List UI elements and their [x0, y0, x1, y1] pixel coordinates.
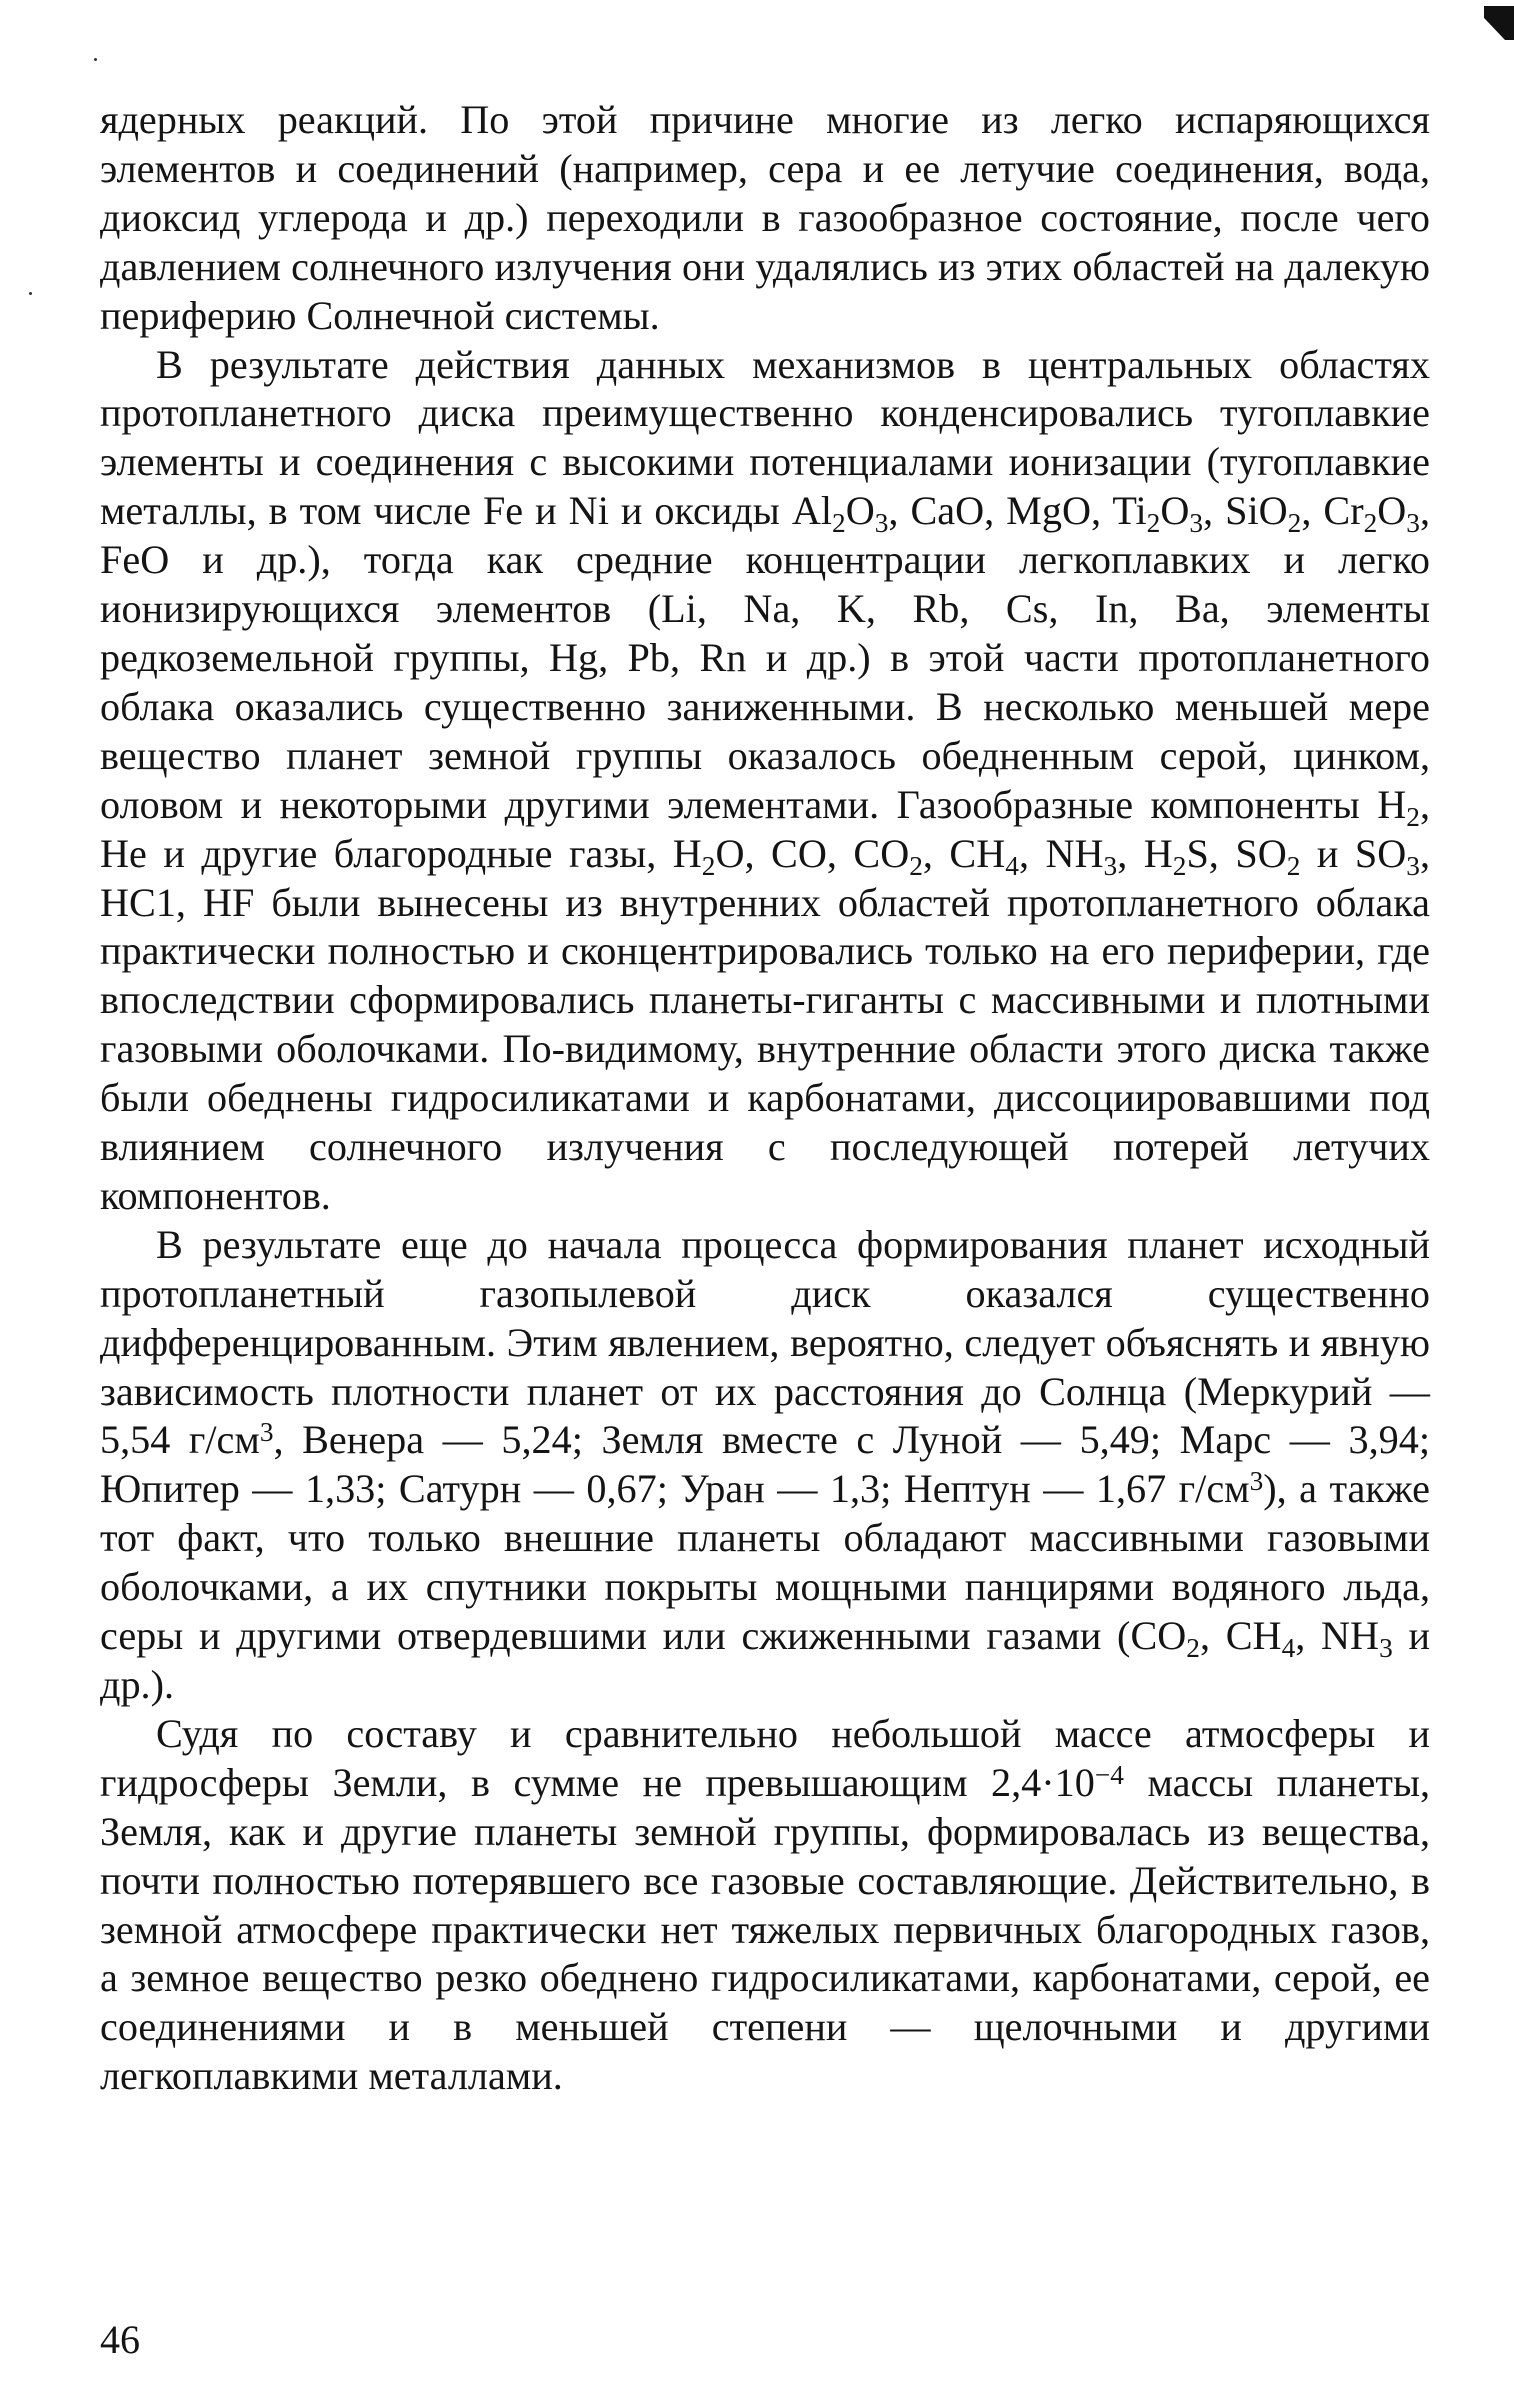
- scan-speck: [94, 58, 97, 61]
- text-run: массы планеты, Земля, как и другие планеты земной группы, формировалась из вещества, почти полностью потерявшего все газовые составляющие. Действительно, в земной атмосфере практически нет тяжелых первичных благородных газов, а земное вещество резко обеднено гидросиликатами, карбонатами, серой, ее соединениями и в меньшей степени — щелочными и другими легкоплавкими металлами.: [100, 1759, 1430, 2099]
- subscript: 3: [874, 508, 889, 539]
- subscript: 2: [1172, 850, 1187, 881]
- text-run: , SiO: [1203, 488, 1288, 534]
- text-run: O: [845, 488, 875, 534]
- superscript: 3: [259, 1417, 274, 1448]
- paragraph: [100, 96, 1430, 341]
- superscript: −4: [1094, 1759, 1124, 1790]
- text-run: , CH: [922, 830, 1006, 876]
- subscript: 4: [1281, 1633, 1296, 1664]
- text-run: ), а также тот факт, что только внешние планеты обладают массивными газовыми оболочками, а их спутники покрыты мощными панцирями водяного льда, серы и другими отвердевшими или сжиженными газами (CO: [100, 1466, 1430, 1659]
- paragraph: [100, 1221, 1430, 1710]
- text-run: O, CO, CO: [715, 830, 910, 876]
- paragraph: [100, 341, 1430, 1221]
- superscript: 3: [1249, 1466, 1264, 1497]
- text-run: В результате еще до начала процесса формирования планет исходный протопланетный газопылевой диск оказался существенно дифференцированным. Этим явлением, вероятно, следует объяснять и явную зависимость плотности планет от их расстояния до Солнца (Меркурий — 5,54 г/см: [100, 1221, 1430, 1463]
- text-run: , Cr: [1301, 488, 1364, 534]
- text-run: В результате действия данных механизмов в центральных областях протопланетного диска преимущественно конденсировались тугоплавкие элементы и соединения с высокими потенциалами ионизации (тугоплавкие металлы, в том числе Fe и Ni и оксиды Al: [100, 341, 1430, 534]
- subscript: 2: [1186, 1633, 1200, 1664]
- text-run: и др.).: [100, 1613, 1431, 1707]
- subscript: 3: [1103, 850, 1118, 881]
- text-run: , NH: [1295, 1613, 1380, 1659]
- text-run: , FeO и др.), тогда как средние концентрации легкоплавких и легко ионизирующихся элементов (Li, Na, K, Rb, Cs, In, Ba, элементы редкоземельной группы, Hg, Pb, Rn и др.) в этой части протопланетного облака оказались существенно заниженными. В несколько меньшей мере вещество планет земной группы оказалось обедненным серой, цинком, оловом и некоторыми другими элементами. Газообразные компоненты H: [100, 488, 1430, 827]
- page-corner-mark: [1484, 6, 1514, 40]
- subscript: 3: [1406, 508, 1420, 539]
- text-run: , Венера — 5,24; Земля вместе с Луной — 5,49; Марс — 3,94; Юпитер — 1,33; Сатурн — 0,67; Уран — 1,3; Нептун — 1,67 г/см: [100, 1417, 1430, 1512]
- text-run: S, SO: [1186, 830, 1287, 876]
- page-body-text: [100, 96, 1430, 2101]
- scan-speck: [29, 292, 32, 295]
- subscript: 4: [1005, 850, 1019, 881]
- text-run: , NH: [1018, 830, 1104, 876]
- text-run: , CaO, MgO, Ti: [888, 488, 1147, 534]
- subscript: 3: [1189, 508, 1204, 539]
- text-run: ядерных реакций. По этой причине многие из легко испаряющихся элементов и соединений (например, сера и ее летучие соединения, вода, диоксид углерода и др.) переходили в газообразное состояние, после чего давлением солнечного излучения они удалялись из этих областей на далекую периферию Солнечной системы.: [100, 97, 1430, 338]
- subscript: 2: [1363, 508, 1378, 539]
- page-number: 46: [100, 2317, 140, 2362]
- subscript: 2: [1287, 508, 1302, 539]
- text-run: , HC1, HF были вынесены из внутренних областей протопланетного облака практически полностью и сконцентрировались только на его периферии, где впоследствии сформировались планеты-гиганты с массивными и плотными газовыми оболочками. По-видимому, внутренние области этого диска также были обеднены гидросиликатами и карбонатами, диссоциировавшими под влиянием солнечного излучения с последующей потерей летучих компонентов.: [100, 830, 1430, 1218]
- text-run: и SO: [1300, 830, 1407, 876]
- text-run: O: [1377, 488, 1407, 534]
- subscript: 3: [1379, 1633, 1393, 1664]
- subscript: 2: [832, 508, 846, 539]
- text-run: O: [1160, 488, 1190, 534]
- paragraph: [100, 1710, 1430, 2101]
- text-run: , CH: [1199, 1613, 1282, 1659]
- text-run: , He и другие благородные газы, H: [100, 781, 1430, 876]
- subscript: 2: [1406, 801, 1420, 832]
- subscript: 2: [1146, 508, 1161, 539]
- subscript: 2: [909, 850, 923, 881]
- subscript: 2: [701, 850, 716, 881]
- text-run: , H: [1117, 830, 1173, 876]
- subscript: 2: [1286, 850, 1301, 881]
- subscript: 3: [1406, 850, 1420, 881]
- text-run: Судя по составу и сравнительно небольшой массе атмосферы и гидросферы Земли, в сумме не превышающим 2,4·10: [100, 1710, 1430, 1805]
